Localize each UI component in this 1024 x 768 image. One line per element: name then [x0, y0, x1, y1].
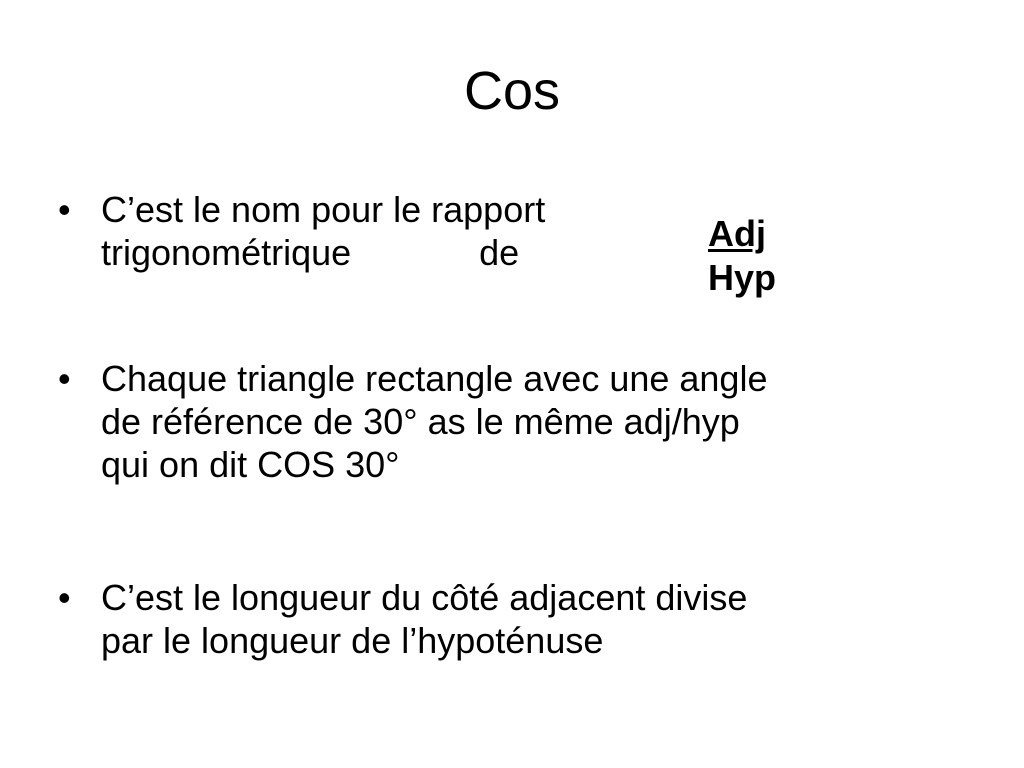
bullet-item-reference-angle	[58, 357, 978, 486]
bullet-item-definition	[58, 188, 698, 274]
bullet-line-left: trigonométrique	[101, 232, 352, 273]
bullet-item-side-ratio	[58, 576, 978, 662]
slide-title: Cos	[463, 61, 561, 121]
fraction-numerator: Adj	[708, 213, 766, 254]
bullet-marker: •	[58, 189, 71, 230]
fraction-denominator: Hyp	[708, 257, 777, 298]
bullet-text	[101, 188, 698, 274]
bullet-line	[101, 231, 698, 274]
bullet-line: C’est le nom pour le rapport	[101, 189, 546, 230]
ratio-fraction	[708, 212, 776, 300]
bullet-text	[101, 576, 978, 662]
bullet-line: qui on dit COS 30°	[101, 444, 400, 485]
bullet-text	[101, 357, 978, 486]
bullet-marker: •	[58, 358, 71, 399]
bullet-marker: •	[58, 577, 71, 618]
bullet-line: par le longueur de l’hypoténuse	[101, 620, 604, 661]
bullet-line: de référence de 30° as le même adj/hyp	[101, 401, 740, 442]
bullet-line-right: de	[479, 232, 520, 273]
bullet-line: C’est le longueur du côté adjacent divise	[101, 577, 748, 618]
bullet-line: Chaque triangle rectangle avec une angle	[101, 358, 768, 399]
